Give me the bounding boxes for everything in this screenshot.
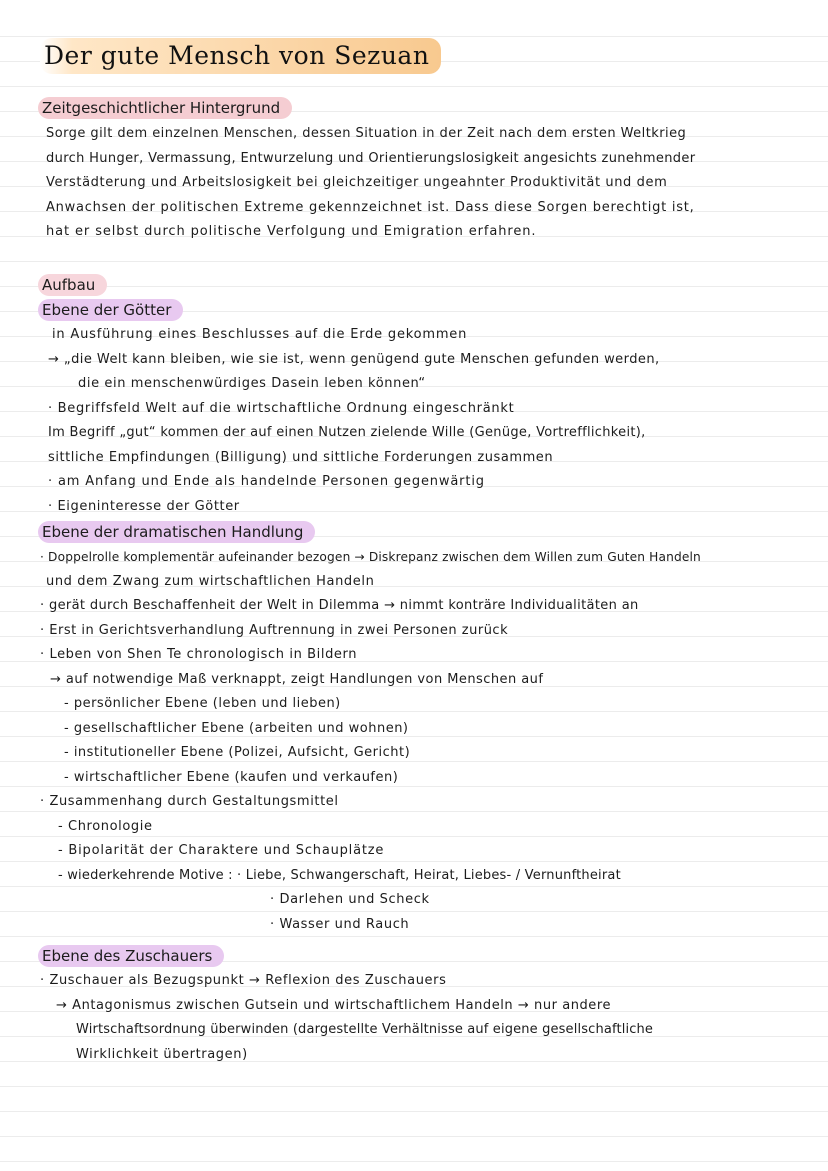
text-line: Verstädterung und Arbeitslosigkeit bei gleichzeitiger ungeahnter Produktivität und dem <box>46 175 668 190</box>
text-line: · Zuschauer als Bezugspunkt → Reflexion des Zuschauers <box>40 973 447 988</box>
text-line: · Erst in Gerichtsverhandlung Auftrennung in zwei Personen zurück <box>40 622 509 638</box>
level-of-spectator-text <box>40 969 800 1067</box>
text-line: → auf notwendige Maß verknappt, zeigt Handlungen von Menschen auf <box>50 671 544 687</box>
text-line: · Darlehen und Scheck <box>270 892 430 907</box>
section-heading-historical-background: Zeitgeschichtlicher Hintergrund <box>38 97 292 119</box>
text-line: · Eigeninteresse der Götter <box>48 498 240 514</box>
text-line: - persönlicher Ebene (leben und lieben) <box>64 696 341 711</box>
text-line: - Chronologie <box>58 818 153 834</box>
text-line: · Begriffsfeld Welt auf die wirtschaftliche Ordnung eingeschränkt <box>48 400 515 416</box>
text-line: · am Anfang und Ende als handelnde Personen gegenwärtig <box>48 474 485 489</box>
text-line: Wirklichkeit übertragen) <box>76 1046 248 1062</box>
text-line: durch Hunger, Vermassung, Entwurzelung und Orientierungslosigkeit angesichts zunehmender <box>46 150 696 166</box>
text-line: · Doppelrolle komplementär aufeinander bezogen → Diskrepanz zwischen dem Willen zum Guten Handeln <box>40 550 701 564</box>
text-line: - institutioneller Ebene (Polizei, Aufsicht, Gericht) <box>64 745 411 760</box>
text-line: Wirtschaftsordnung überwinden (dargestellte Verhältnisse auf eigene gesellschaftliche <box>76 1022 654 1037</box>
text-line: → Antagonismus zwischen Gutsein und wirtschaftlichem Handeln → nur andere <box>56 997 612 1013</box>
text-line: → „die Welt kann bleiben, wie sie ist, wenn genügend gute Menschen gefunden werden, <box>48 351 660 367</box>
text-line: Anwachsen der politischen Extreme gekennzeichnet ist. Dass diese Sorgen berechtigt ist, <box>46 199 695 215</box>
text-line: · Wasser und Rauch <box>270 916 410 932</box>
text-line: - gesellschaftlicher Ebene (arbeiten und wohnen) <box>64 720 409 736</box>
page-title: Der gute Mensch von Sezuan <box>40 38 441 74</box>
text-line: sittliche Empfindungen (Billigung) und sittliche Forderungen zusammen <box>48 449 554 465</box>
level-of-dramatic-plot-text <box>40 545 800 937</box>
text-line: und dem Zwang zum wirtschaftlichen Handeln <box>46 573 375 589</box>
text-line: · Zusammenhang durch Gestaltungsmittel <box>40 794 339 809</box>
subheading-level-of-spectator: Ebene des Zuschauers <box>38 945 224 967</box>
historical-background-text <box>46 122 806 245</box>
level-of-gods-text <box>48 323 808 519</box>
text-line: Sorge gilt dem einzelnen Menschen, dessen Situation in der Zeit nach dem ersten Weltkrieg <box>46 126 687 141</box>
subheading-level-of-dramatic-plot: Ebene der dramatischen Handlung <box>38 521 315 543</box>
text-line: in Ausführung eines Beschlusses auf die Erde gekommen <box>52 327 468 342</box>
subheading-level-of-gods: Ebene der Götter <box>38 299 183 321</box>
text-line: - wiederkehrende Motive : · Liebe, Schwangerschaft, Heirat, Liebes- / Vernunftheirat <box>58 867 621 883</box>
text-line: die ein menschenwürdiges Dasein leben können“ <box>78 376 426 391</box>
text-line: - wirtschaftlicher Ebene (kaufen und verkaufen) <box>64 769 399 785</box>
section-heading-structure: Aufbau <box>38 274 107 296</box>
text-line: - Bipolarität der Charaktere und Schauplätze <box>58 843 385 858</box>
text-line: · Leben von Shen Te chronologisch in Bildern <box>40 647 358 662</box>
text-line: hat er selbst durch politische Verfolgung und Emigration erfahren. <box>46 224 537 239</box>
text-line: Im Begriff „gut“ kommen der auf einen Nutzen zielende Wille (Genüge, Vortrefflichkeit), <box>48 425 646 440</box>
text-line: · gerät durch Beschaffenheit der Welt in Dilemma → nimmt konträre Individualitäten an <box>40 598 639 613</box>
